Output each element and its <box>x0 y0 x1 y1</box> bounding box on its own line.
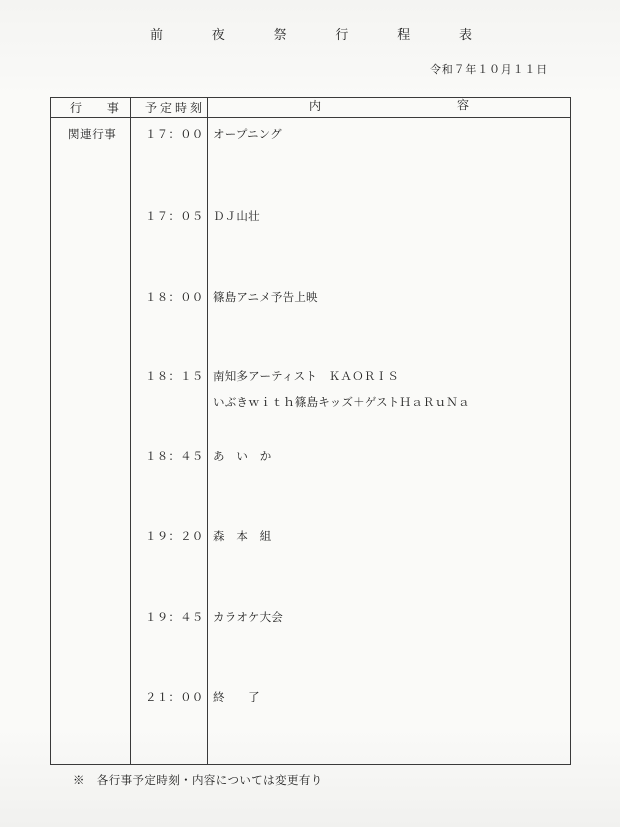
row-time: １９：４５ <box>145 610 204 624</box>
row-content-line: 森 本 組 <box>213 529 272 543</box>
schedule-row <box>51 290 570 330</box>
row-time: １７：０５ <box>145 209 204 223</box>
schedule-table <box>50 97 571 765</box>
schedule-row <box>51 529 570 569</box>
row-content-line: 南知多アーティスト ＫＡＯＲＩＳ <box>213 369 399 383</box>
row-content-line: 篠島アニメ予告上映 <box>213 290 318 304</box>
row-content <box>213 209 260 223</box>
row-time: １９：２０ <box>145 529 204 543</box>
row-content <box>213 690 260 704</box>
header-time: 予定時刻 <box>145 101 206 115</box>
row-content-line: いぶきｗｉｔｈ篠島キッズ＋ゲストＨａＲｕＮａ <box>213 395 470 409</box>
row-time: １８：１５ <box>145 369 204 383</box>
row-content <box>213 369 470 409</box>
row-time: １８：００ <box>145 290 204 304</box>
schedule-row <box>51 690 570 730</box>
schedule-row <box>51 127 570 167</box>
row-content-line: カラオケ大会 <box>213 610 283 624</box>
row-content-line: オープニング <box>213 127 282 141</box>
header-content-left: 内 <box>309 99 322 113</box>
schedule-row <box>51 369 570 409</box>
row-content-line: ＤＪ山壮 <box>213 209 260 223</box>
row-content <box>213 127 282 141</box>
document-date: 令和７年１０月１１日 <box>430 63 548 76</box>
column-divider-event-time <box>130 98 131 764</box>
row-content <box>213 529 272 543</box>
row-content <box>213 449 272 463</box>
footnote: ※ 各行事予定時刻・内容については変更有り <box>73 773 323 787</box>
row-time: １７：００ <box>145 127 204 141</box>
row-content-line: 終 了 <box>213 690 260 704</box>
row-content <box>213 290 318 304</box>
schedule-row <box>51 610 570 650</box>
schedule-row <box>51 449 570 489</box>
event-category: 関連行事 <box>68 127 117 141</box>
schedule-row <box>51 209 570 249</box>
header-divider <box>51 117 570 118</box>
row-time: ２１：００ <box>145 690 204 704</box>
header-event: 行 事 <box>70 101 120 115</box>
row-content-line: あ い か <box>213 449 272 463</box>
row-content <box>213 610 283 624</box>
row-time: １８：４５ <box>145 449 204 463</box>
column-divider-time-content <box>207 98 208 764</box>
document-title: 前 夜 祭 行 程 表 <box>150 28 480 43</box>
header-content-right: 容 <box>457 98 470 112</box>
